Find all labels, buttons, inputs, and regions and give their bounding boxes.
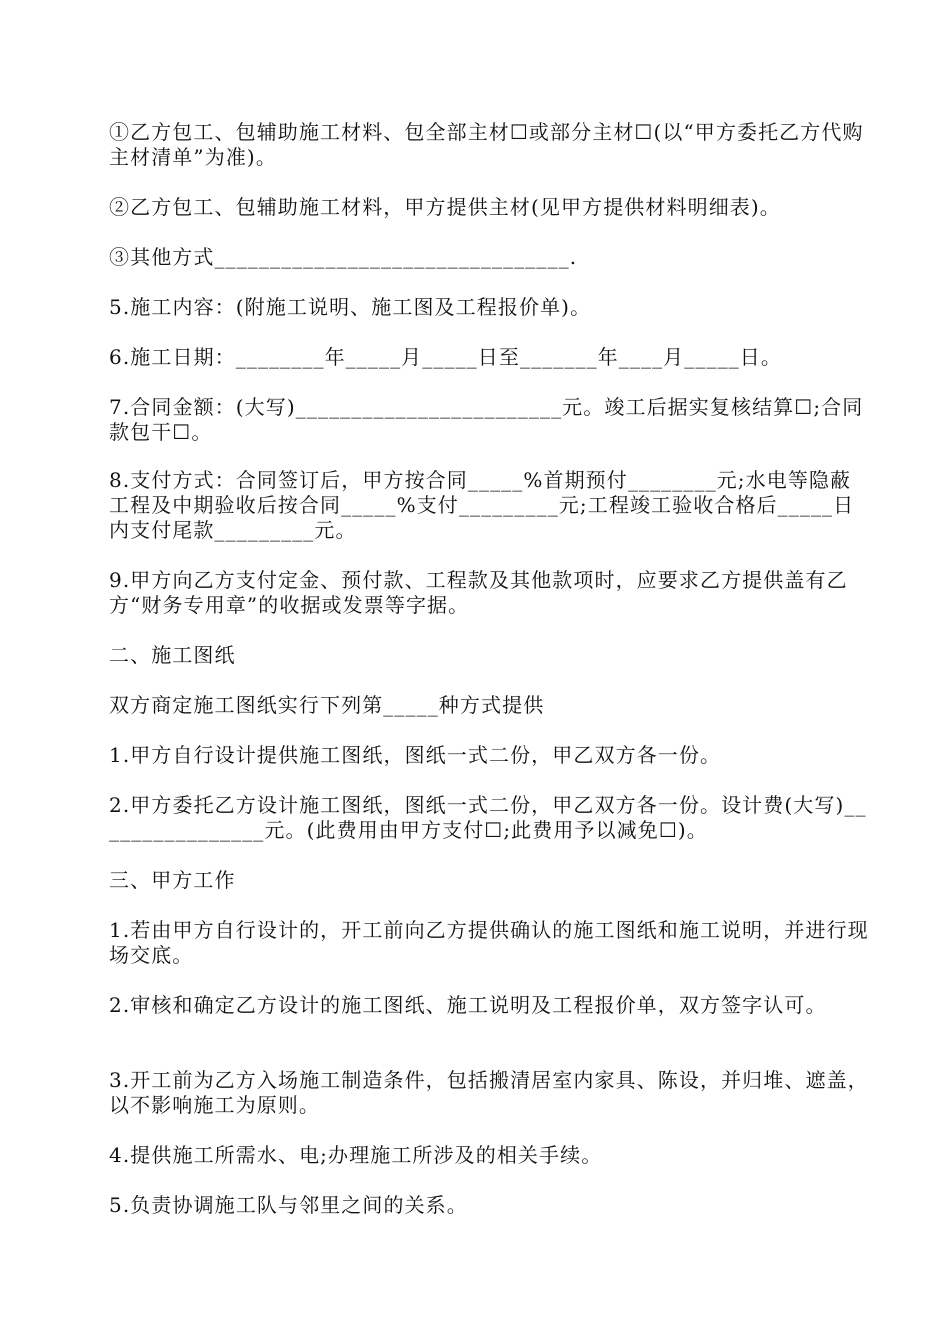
paragraph-party-a-work-3: 3.开工前为乙方入场施工制造条件，包括搬清居室内家具、陈设，并归堆、遮盖，以不影响施工为原则。 xyxy=(109,1068,869,1117)
paragraph-construction-dates: 6.施工日期：________年_____月_____日至_______年____月_____日。 xyxy=(109,345,782,369)
section-heading-drawings: 二、施工图纸 xyxy=(109,643,236,667)
paragraph-drawings-option-2: 2.甲方委托乙方设计施工图纸，图纸一式二份，甲乙双方各一份。设计费(大写)________________元。(此费用由甲方支付☐;此费用予以减免☐)。 xyxy=(109,793,867,842)
paragraph-party-a-work-4: 4.提供施工所需水、电;办理施工所涉及的相关手续。 xyxy=(109,1143,603,1167)
paragraph-contract-scope-option-2: ②乙方包工、包辅助施工材料，甲方提供主材(见甲方提供材料明细表)。 xyxy=(109,195,781,219)
paragraph-contract-scope-option-1: ①乙方包工、包辅助施工材料、包全部主材☐或部分主材☐(以“甲方委托乙方代购主材清单”为准)。 xyxy=(109,120,864,169)
paragraph-payment-method: 8.支付方式：合同签订后，甲方按合同_____%首期预付________元;水电等隐蔽工程及中期验收后按合同_____%支付_________元;工程竣工验收合格后_____日内支付尾款_________元。 xyxy=(109,468,855,542)
paragraph-drawings-method: 双方商定施工图纸实行下列第_____种方式提供 xyxy=(109,693,545,717)
paragraph-contract-amount: 7.合同金额：(大写)________________________元。竣工后据实复核结算☐;合同款包干☐。 xyxy=(109,395,864,444)
paragraph-party-a-work-5: 5.负责协调施工队与邻里之间的关系。 xyxy=(109,1193,468,1217)
paragraph-payment-receipts: 9.甲方向乙方支付定金、预付款、工程款及其他款项时，应要求乙方提供盖有乙方“财务专用章”的收据或发票等字据。 xyxy=(109,568,848,617)
paragraph-drawings-option-1: 1.甲方自行设计提供施工图纸，图纸一式二份，甲乙双方各一份。 xyxy=(109,743,722,767)
paragraph-party-a-work-1: 1.若由甲方自行设计的，开工前向乙方提供确认的施工图纸和施工说明，并进行现场交底。 xyxy=(109,918,869,967)
paragraph-party-a-work-2: 2.审核和确定乙方设计的施工图纸、施工说明及工程报价单，双方签字认可。 xyxy=(109,993,827,1017)
section-heading-party-a-work: 三、甲方工作 xyxy=(109,868,236,892)
paragraph-contract-scope-option-3: ③其他方式________________________________. xyxy=(109,245,578,269)
paragraph-construction-content: 5.施工内容：(附施工说明、施工图及工程报价单)。 xyxy=(109,295,592,319)
